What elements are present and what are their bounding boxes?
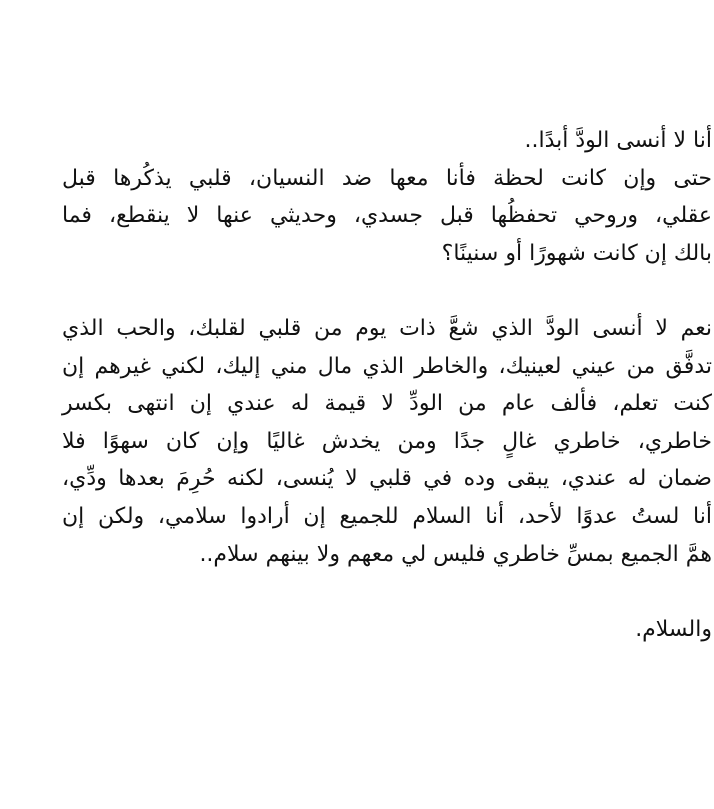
text-line: تدفَّق من عيني لعينيك، والخاطر الذي مال مني إليك، لكني غيرهم إن bbox=[62, 353, 712, 379]
text-line: نعم لا أنسى الودَّ الذي شعَّ ذات يوم من قلبي لقلبك، والحب الذي bbox=[62, 315, 712, 341]
text-line: حتى وإن كانت لحظة فأنا معها ضد النسيان، قلبي يذكُرها قبل bbox=[62, 165, 712, 191]
paragraph-1 bbox=[62, 122, 712, 272]
text-document bbox=[62, 122, 712, 648]
text-line: أنا لا أنسى الودَّ أبدًا.. bbox=[524, 128, 712, 153]
text-line: كنت تعلم، فألف عام من الودِّ لا قيمة له عندي إن انتهى بكسر bbox=[62, 391, 712, 417]
paragraph-spacer bbox=[62, 573, 712, 611]
text-line: خاطري، خاطري غالٍ جدًا ومن يخدش غاليًا وإن كان سهوًا فلا bbox=[62, 428, 712, 454]
paragraph-3 bbox=[62, 611, 712, 649]
text-line: والسلام. bbox=[635, 616, 712, 642]
paragraph-2 bbox=[62, 310, 712, 573]
text-line: بالك إن كانت شهورًا أو سنينًا؟ bbox=[441, 240, 712, 266]
text-line: أنا لستُ عدوًا لأحد، أنا السلام للجميع إن أرادوا سلامي، ولكن إن bbox=[62, 503, 712, 529]
paragraph-spacer bbox=[62, 272, 712, 310]
text-line: همَّ الجميع بمسِّ خاطري فليس لي معهم ولا بينهم سلام.. bbox=[199, 541, 712, 567]
text-line: عقلي، وروحي تحفظُها قبل جسدي، وحديثي عنها لا ينقطع، فما bbox=[62, 203, 712, 229]
text-line: ضمان له عندي، يبقى وده في قلبي لا يُنسى، لكنه حُرِمَ بعدها ودِّي، bbox=[62, 466, 712, 492]
